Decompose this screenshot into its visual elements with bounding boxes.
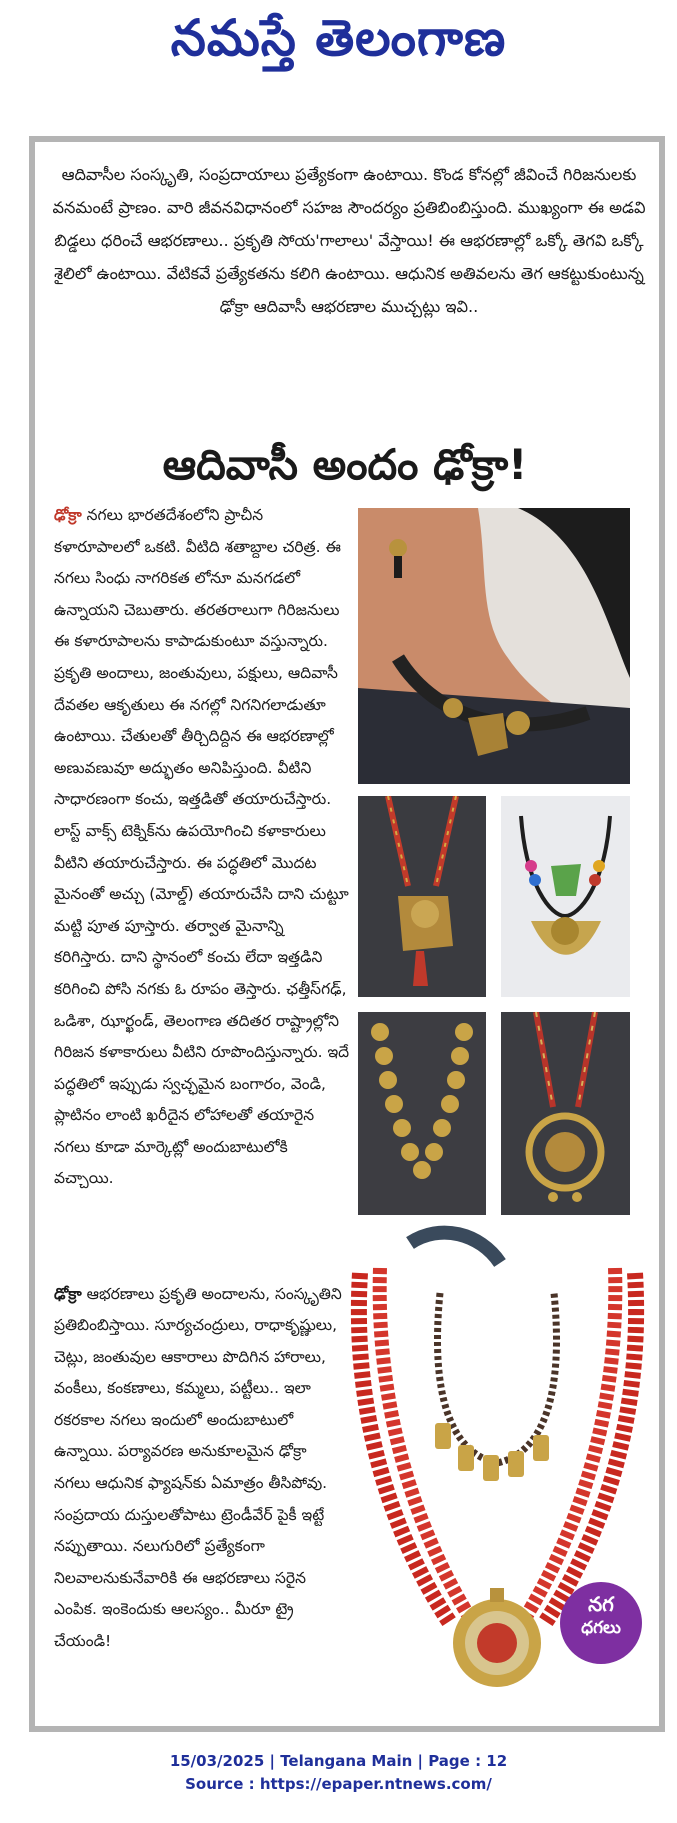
- para2-body: ఆభరణాలు ప్రకృతి అందాలను, సంస్కృతిని ప్రతిబింబిస్తాయి. సూర్యచంద్రులు, రాధాకృష్ణులు, చెట్లు, జంతువుల ఆకారాలు పొదిగిన హారాలు, వంకీలు, కంకణాలు, కమ్మలు, పట్టీలు.. ఇలా రకరకాల నగలు ఇందులో అందుబాటులో ఉన్నాయి. పర్యావరణ అనుకూలమైన ఢోక్రా నగలు ఆధునిక ఫ్యాషన్‌కు ఏమాత్రం తీసిపోవు. సంప్రదాయ దుస్తులతోపాటు ట్రెండీవేర్ పైకీ ఇట్టే నప్పుతాయి. నలుగురిలో ప్రత్యేకంగా నిలవాలనుకునేవారికి ఈ ఆభరణాలు సరైన ఎంపిక. ఇంకెందుకు ఆలస్యం.. మీరూ ట్రై చేయండి!: [54, 1284, 342, 1651]
- article-column-1: [54, 500, 350, 1195]
- badge-line-1: నగ: [588, 1592, 614, 1616]
- article-intro: ఆదివాసీల సంస్కృతి, సంప్రదాయాలు ప్రత్యేకంగా ఉంటాయి. కొండ కోనల్లో జీవించే గిరిజనులకు వనమంటే ప్రాణం. వారి జీవనవిధానంలో సహజ సౌందర్యం ప్రతిబింబిస్తుంది. ముఖ్యంగా ఈ అడవి బిడ్డలు ధరించే ఆభరణాలు.. ప్రకృతి సోయ'గాలాలు' వేస్తాయి! ఈ ఆభరణాల్లో ఒక్కో తెగవి ఒక్కో శైలిలో ఉంటాయి. వేటికవే ప్రత్యేకతను కలిగి ఉంటాయి. ఆధునిక అతివలను తెగ ఆకట్టుకుంటున్న ఢోక్రా ఆదివాసీ ఆభరణాల ముచ్చట్లు ఇవి..: [52, 165, 646, 316]
- footer-source[interactable]: Source : https://epaper.ntnews.com/: [185, 1775, 492, 1793]
- footer-edition: 15/03/2025 | Telangana Main | Page : 12: [169, 1752, 508, 1770]
- photo-necklace-colorful: [501, 796, 630, 997]
- article-column-2: [54, 1263, 346, 1673]
- photo-model-choker: [358, 508, 630, 784]
- para1-body: నగలు భారతదేశంలోని ప్రాచీన కళారూపాలలో ఒకటి. వీటిది శతాబ్దాల చరిత్ర. ఈ నగలు సింధు నాగరికత లోనూ మనగడలో ఉన్నాయని చెబుతారు. తరతరాలుగా గిరిజనులు ఈ కళారూపాలను కాపాడుకుంటూ వస్తున్నారు. ప్రకృతి అందాలు, జంతువులు, పక్షులు, ఆదివాసీ దేవతల ఆకృతులు ఈ నగల్లో నిగనిగలాడుతూ ఉంటాయి. చేతులతో తీర్చిదిద్దిన ఈ ఆభరణాల్లో అణువణువూ అద్భుతం అనిపిస్తుంది. వీటిని సాధారణంగా కంచు, ఇత్తడితో తయారుచేస్తారు. లాస్ట్ వాక్స్ టెక్నిక్‌ను ఉపయోగించి కళాకారులు వీటిని తయారుచేస్తారు. ఈ పద్ధతిలో మొదట మైనంతో అచ్చు (మోల్డ్) తయారుచేసి దాని చుట్టూ మట్టి పూత పూస్తారు. తర్వాత మైనాన్ని కరిగిస్తారు. దాని స్థానంలో కంచు లేదా ఇత్తడిని కరిగించి పోసి నగకు ఓ రూపం తెస్తారు. ఛత్తీస్‌గఢ్, ఒడిశా, ఝార్ఖండ్, తెలంగాణ తదితర రాష్ట్రాల్లోని గిరిజన కళాకారులు వీటిని రూపొందిస్తున్నారు. ఇదే పద్ధతిలో ఇప్పుడు స్వచ్ఛమైన బంగారం, వెండి, ప్లాటినం లాంటి ఖరీదైన లోహాలతో తయారైన నగలు కూడా మార్కెట్లో అందుబాటులోకి వచ్చాయి.: [54, 506, 350, 1188]
- masthead-title: నమస్తే తెలంగాణ: [170, 8, 507, 67]
- photo-necklace-gold-beads: [358, 1012, 486, 1215]
- badge-line-2: ధగలు: [581, 1618, 621, 1638]
- photo-necklace-round-pendant: [501, 1012, 630, 1215]
- para1-lead: ఢోక్రా: [54, 506, 82, 524]
- section-badge: [560, 1582, 642, 1664]
- article-headline: ఆదివాసీ అందం ఢోక్రా!: [162, 440, 528, 489]
- photo-necklace-tassel: [358, 796, 486, 997]
- masthead: [0, 0, 677, 88]
- para2-lead: ఢోక్రా: [54, 1284, 82, 1303]
